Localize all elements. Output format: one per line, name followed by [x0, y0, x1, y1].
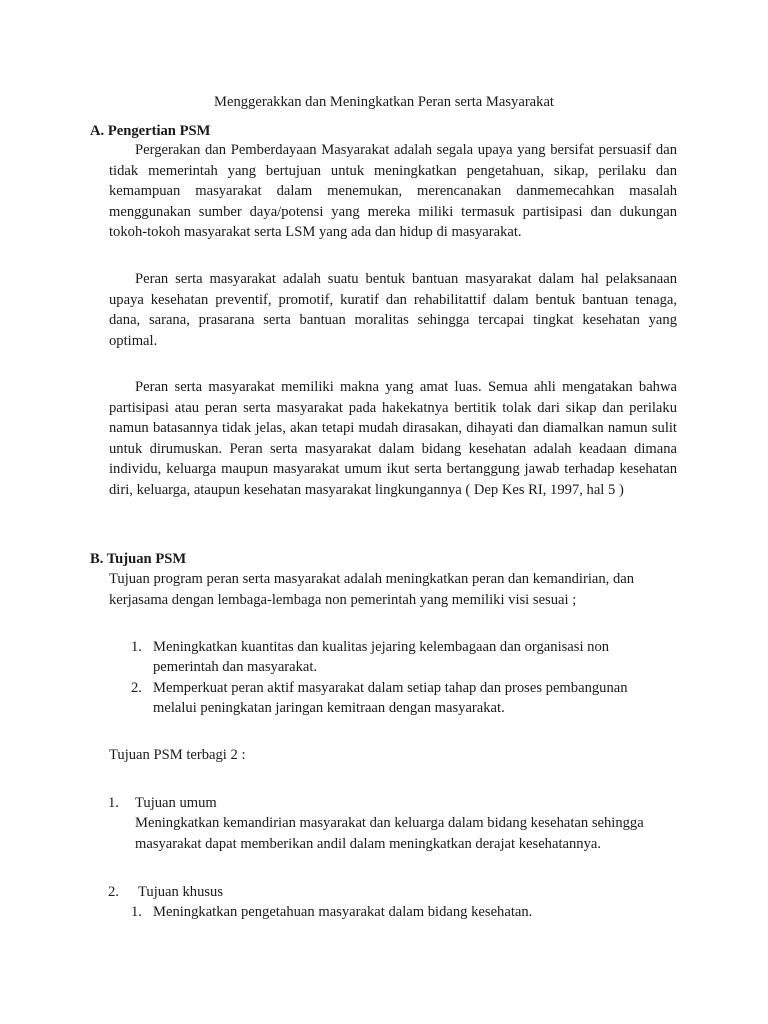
tujuan-khusus-sub-number: 1.: [131, 904, 142, 920]
document-title: Menggerakkan dan Meningkatkan Peran serta Masyarakat: [214, 94, 554, 110]
tujuan-umum-label: Tujuan umum: [135, 795, 217, 811]
tujuan-khusus-block: [0, 882, 768, 926]
list-item-number: 1.: [131, 639, 142, 655]
list-item-text: Meningkatkan kuantitas dan kualitas jejaring kelembagaan dan organisasi non: [153, 639, 610, 655]
tujuan-umum-text-continued: masyarakat dapat memberikan andil dalam meningkatkan derajat kesehatannya.: [135, 836, 601, 852]
section-a-paragraph-1: Pergerakan dan Pemberdayaan Masyarakat adalah segala upaya yang bersifat persuasif dan tidak memerintah yang bertujuan untuk meningkatkan pengetahuan, sikap, perilaku dan kemampuan masyarakat dalam menemukan, merencanakan danmemecahkan masalah menggunakan sumber daya/potensi yang mereka miliki termasuk partisipasi dan dukungan tokoh-tokoh masyarakat serta LSM yang ada dan hidup di masyarakat.: [109, 142, 677, 241]
section-a-paragraph-2: Peran serta masyarakat adalah suatu bentuk bantuan masyarakat dalam hal pelaksanaan upaya kesehatan preventif, promotif, kuratif dan rehabilitattif dalam bentuk bantuan tenaga, dana, sarana, prasarana serta bantuan moralitas sehingga tercapai tingkat kesehatan yang optimal.: [109, 271, 677, 349]
tujuan-umum-number: 1.: [108, 795, 119, 811]
tujuan-khusus-number: 2.: [108, 884, 119, 900]
objectives-list: [0, 637, 768, 721]
list-item-text: Memperkuat peran aktif masyarakat dalam setiap tahap dan proses pembangunan: [153, 680, 628, 696]
tujuan-umum-text: Meningkatkan kemandirian masyarakat dan keluarga dalam bidang kesehatan sehingga: [135, 815, 644, 831]
section-b-heading: B. Tujuan PSM: [90, 551, 187, 567]
list-item-text-continued: pemerintah dan masyarakat.: [153, 659, 318, 675]
list-item-number: 2.: [131, 680, 142, 696]
tujuan-khusus-label: Tujuan khusus: [138, 884, 224, 900]
section-b-intro: Tujuan program peran serta masyarakat adalah meningkatkan peran dan kemandirian, dan kerjasama dengan lembaga-lembaga non pemerintah yang memiliki visi sesuai ;: [109, 571, 635, 608]
tujuan-khusus-sub-text: Meningkatkan pengetahuan masyarakat dalam bidang kesehatan.: [153, 904, 533, 920]
split-text: Tujuan PSM terbagi 2 :: [109, 747, 246, 763]
section-a-paragraph-3: Peran serta masyarakat memiliki makna yang amat luas. Semua ahli mengatakan bahwa partisipasi atau peran serta masyarakat pada hakekatnya bertitik tolak dari sikap dan perilaku namun batasannya tidak jelas, akan tetapi mudah dirasakan, dihayati dan diamalkan namun sulit untuk dirumuskan. Peran serta masyarakat dalam bidang kesehatan adalah keadaan dimana individu, keluarga maupun masyarakat umum ikut serta bertanggung jawab terhadap kesehatan diri, keluarga, ataupun kesehatan masyarakat lingkungannya ( Dep Kes RI, 1997, hal 5 ): [109, 379, 677, 498]
tujuan-umum-block: [0, 793, 768, 857]
list-item-text-continued: melalui peningkatan jaringan kemitraan dengan masyarakat.: [153, 700, 505, 716]
section-a-heading: A. Pengertian PSM: [90, 123, 211, 139]
